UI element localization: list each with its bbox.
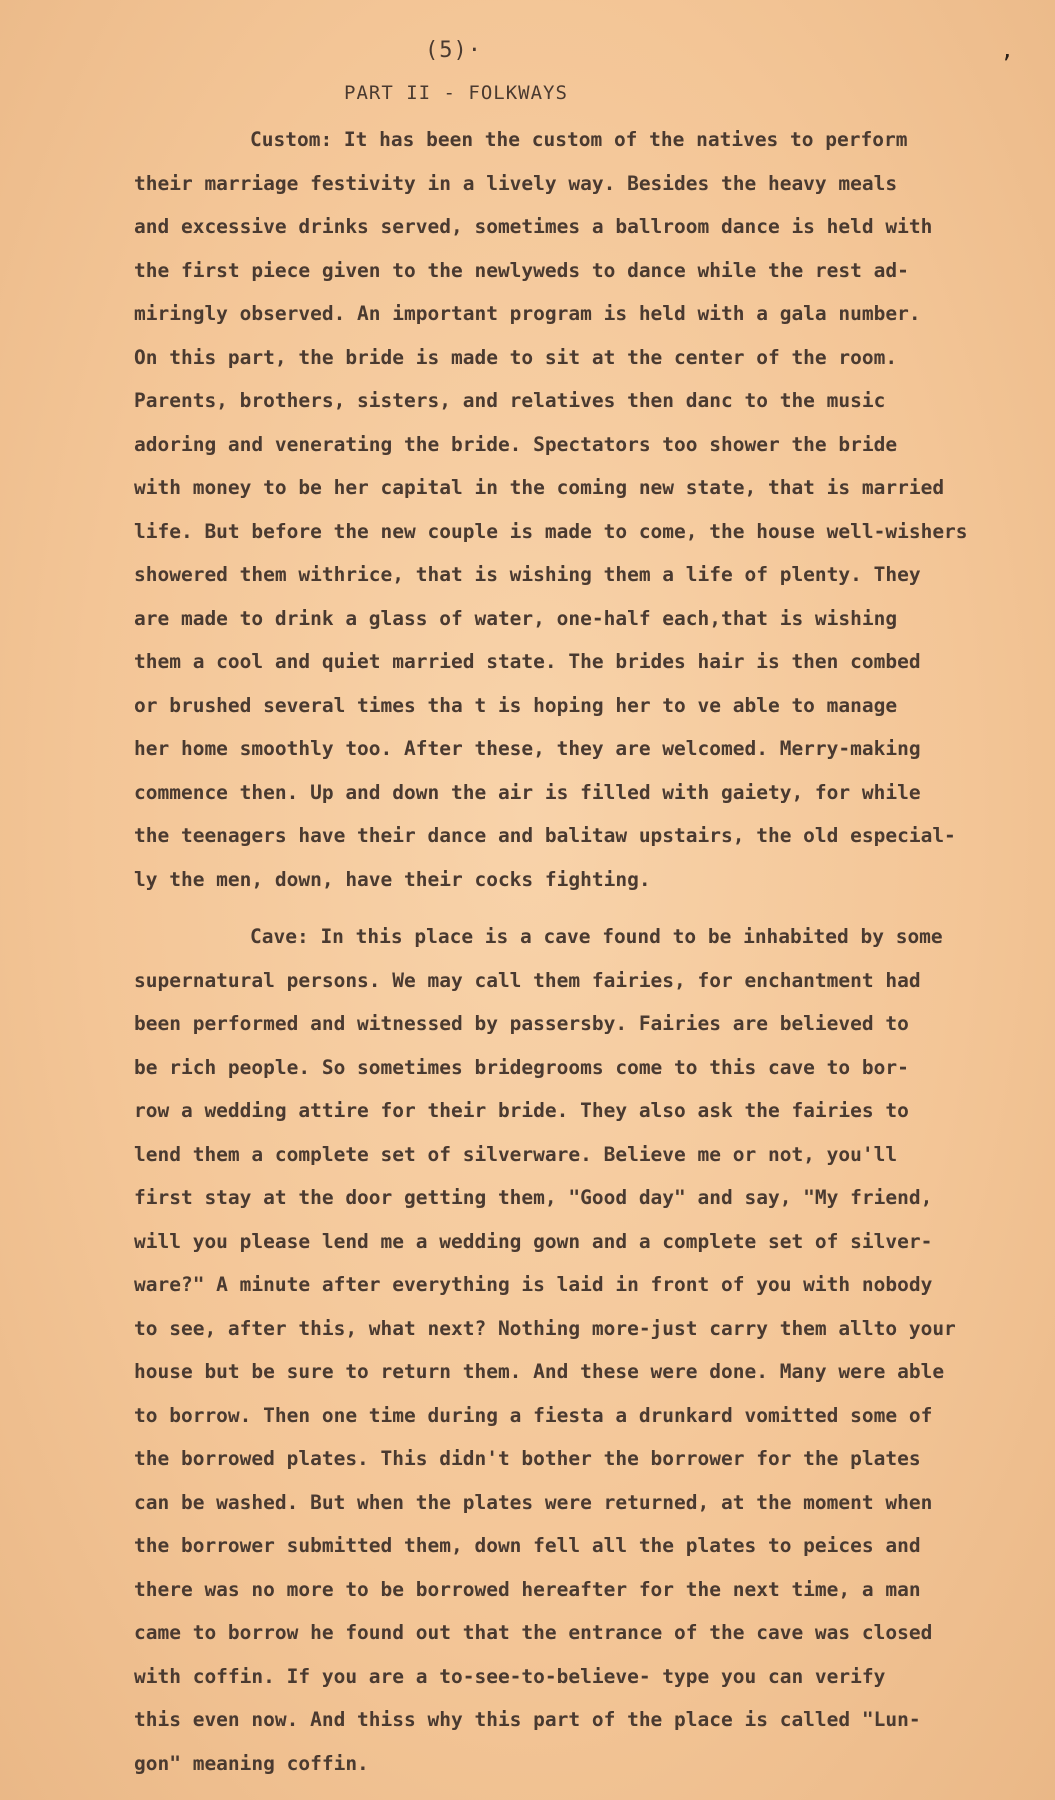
text-line: gon" meaning coffin. [134,1751,369,1775]
text-line: life. But before the new couple is made to come, the house well-wishers [134,519,968,543]
text-line: first stay at the door getting them, "Good day" and say, "My friend, [134,1186,933,1209]
text-line: the borrowed plates. This didn't bother the borrower for the plates [134,1447,921,1470]
text-line: be rich people. So sometimes bridegrooms come to this cave to bor- [134,1055,909,1079]
text-line: ly the men, down, have their cocks fighting. [134,867,651,891]
part-heading: PART II - FOLKWAYS [344,82,568,104]
text-line: will you please lend me a wedding gown and a complete set of silver- [134,1229,933,1253]
text-line: Cave: In this place is a cave found to be inhabited by some [250,925,943,948]
text-line: commence then. Up and down the air is filled with gaiety, for while [134,780,921,804]
text-line: this even now. And thiss why this part of the place is called "Lun- [134,1708,921,1731]
page-number: (5)· [425,38,482,63]
text-line: the first piece given to the newlyweds to dance while the rest ad- [134,258,909,282]
text-line: their marriage festivity in a lively way. Besides the heavy meals [134,171,898,195]
text-line: came to borrow he found out that the entrance of the cave was closed [134,1621,933,1644]
text-line: with money to be her capital in the coming new state, that is married [134,476,945,499]
text-line: or brushed several times tha t is hoping her to ve able to manage [134,693,898,717]
text-line: been performed and witnessed by passersby. Fairies are believed to [134,1012,909,1035]
text-line: are made to drink a glass of water, one-half each,that is wishing [134,606,898,630]
text-line: adoring and venerating the bride. Spectators too shower the bride [134,432,898,456]
text-line: to see, after this, what next? Nothing more-just carry them allto your [134,1316,956,1340]
text-line: row a wedding attire for their bride. They also ask the fairies to [134,1099,909,1122]
text-line: house but be sure to return them. And these were done. Many were able [134,1360,945,1383]
text-line: Parents, brothers, sisters, and relatives then danc to the music [134,389,886,412]
text-line: and excessive drinks served, sometimes a ballroom dance is held with [134,215,933,238]
custom-section [134,118,968,901]
text-line: can be washed. But when the plates were returned, at the moment when [134,1490,933,1514]
text-line: there was no more to be borrowed hereafter for the next time, a man [134,1577,921,1601]
text-line: ware?" A minute after everything is laid in front of you with nobody [134,1273,933,1296]
text-line: to borrow. Then one time during a fiesta a drunkard vomitted some of [134,1403,933,1427]
text-line: Custom: It has been the custom of the natives to perform [250,128,908,151]
edge-mark: ’ [1000,52,1014,77]
cave-section [134,915,964,1785]
text-line: with coffin. If you are a to-see-to-believe- type you can verify [134,1664,886,1688]
text-line: showered them withrice, that is wishing them a life of plenty. They [134,563,921,586]
text-line: the borrower submitted them, down fell all the plates to peices and [134,1534,921,1557]
text-line: supernatural persons. We may call them fairies, for enchantment had [134,968,921,992]
text-line: the teenagers have their dance and balitaw upstairs, the old especial- [134,824,956,847]
text-line: On this part, the bride is made to sit at the center of the room. [134,345,898,369]
text-line: miringly observed. An important program is held with a gala number. [134,302,921,325]
text-line: them a cool and quiet married state. The brides hair is then combed [134,650,921,673]
text-line: her home smoothly too. After these, they are welcomed. Merry-making [134,737,921,760]
text-line: lend them a complete set of silverware. Believe me or not, you'll [134,1142,898,1166]
